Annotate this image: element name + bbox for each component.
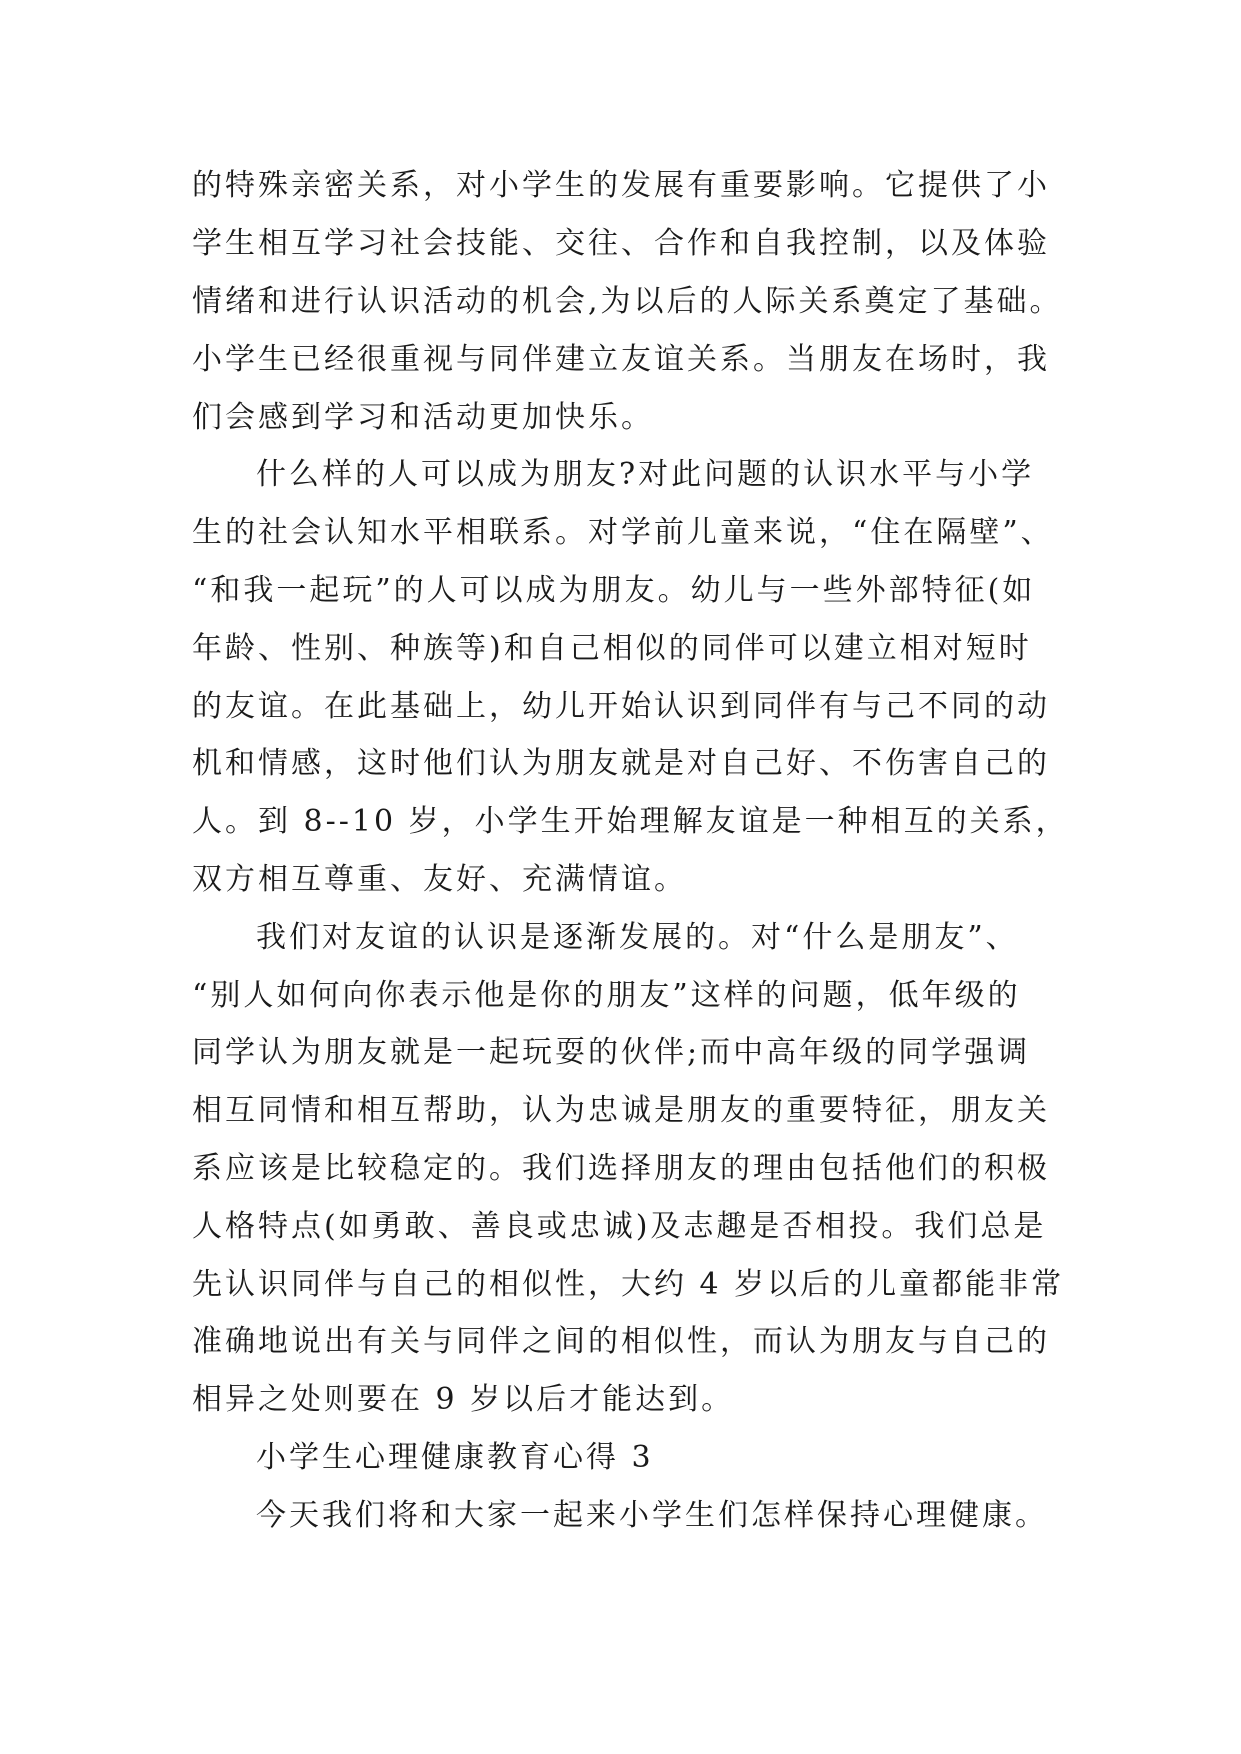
text-line: 年龄、性别、种族等)和自己相似的同伴可以建立相对短时 bbox=[192, 631, 1032, 666]
text-line: 情绪和进行认识活动的机会,为以后的人际关系奠定了基础。 bbox=[192, 284, 1063, 319]
text-line: 相互同情和相互帮助，认为忠诚是朋友的重要特征，朋友关 bbox=[192, 1093, 1050, 1128]
text-line: 学生相互学习社会技能、交往、合作和自我控制，以及体验 bbox=[192, 226, 1050, 261]
paragraph-start-line: 今天我们将和大家一起来小学生们怎样保持心理健康。 bbox=[256, 1498, 1048, 1533]
text-line: 机和情感，这时他们认为朋友就是对自己好、不伤害自己的 bbox=[192, 746, 1050, 781]
text-line: 人。到 8--10 岁，小学生开始理解友谊是一种相互的关系， bbox=[192, 804, 1069, 839]
text-line: “和我一起玩”的人可以成为朋友。幼儿与一些外部特征(如 bbox=[192, 573, 1036, 608]
text-line: 人格特点(如勇敢、善良或忠诚)及志趣是否相投。我们总是 bbox=[192, 1209, 1047, 1244]
text-line: 同学认为朋友就是一起玩耍的伙伴;而中高年级的同学强调 bbox=[192, 1035, 1031, 1070]
text-line: 们会感到学习和活动更加快乐。 bbox=[192, 400, 654, 435]
text-line: 相异之处则要在 9 岁以后才能达到。 bbox=[192, 1382, 735, 1417]
text-line: 小学生已经很重视与同伴建立友谊关系。当朋友在场时，我 bbox=[192, 342, 1050, 377]
section-heading: 小学生心理健康教育心得 3 bbox=[256, 1440, 654, 1475]
text-line: 的友谊。在此基础上，幼儿开始认识到同伴有与己不同的动 bbox=[192, 689, 1050, 724]
text-line: 先认识同伴与自己的相似性，大约 4 岁以后的儿童都能非常 bbox=[192, 1267, 1065, 1302]
text-line: 系应该是比较稳定的。我们选择朋友的理由包括他们的积极 bbox=[192, 1151, 1050, 1186]
text-line: 生的社会认知水平相联系。对学前儿童来说，“住在隔壁”、 bbox=[192, 515, 1054, 550]
text-line: 准确地说出有关与同伴之间的相似性，而认为朋友与自己的 bbox=[192, 1324, 1050, 1359]
text-line: “别人如何向你表示他是你的朋友”这样的问题，低年级的 bbox=[192, 978, 1021, 1013]
paragraph-start-line: 什么样的人可以成为朋友?对此问题的认识水平与小学 bbox=[256, 457, 1035, 492]
paragraph-start-line: 我们对友谊的认识是逐渐发展的。对“什么是朋友”、 bbox=[256, 920, 1019, 955]
text-line: 双方相互尊重、友好、充满情谊。 bbox=[192, 862, 687, 897]
text-line: 的特殊亲密关系，对小学生的发展有重要影响。它提供了小 bbox=[192, 168, 1050, 203]
